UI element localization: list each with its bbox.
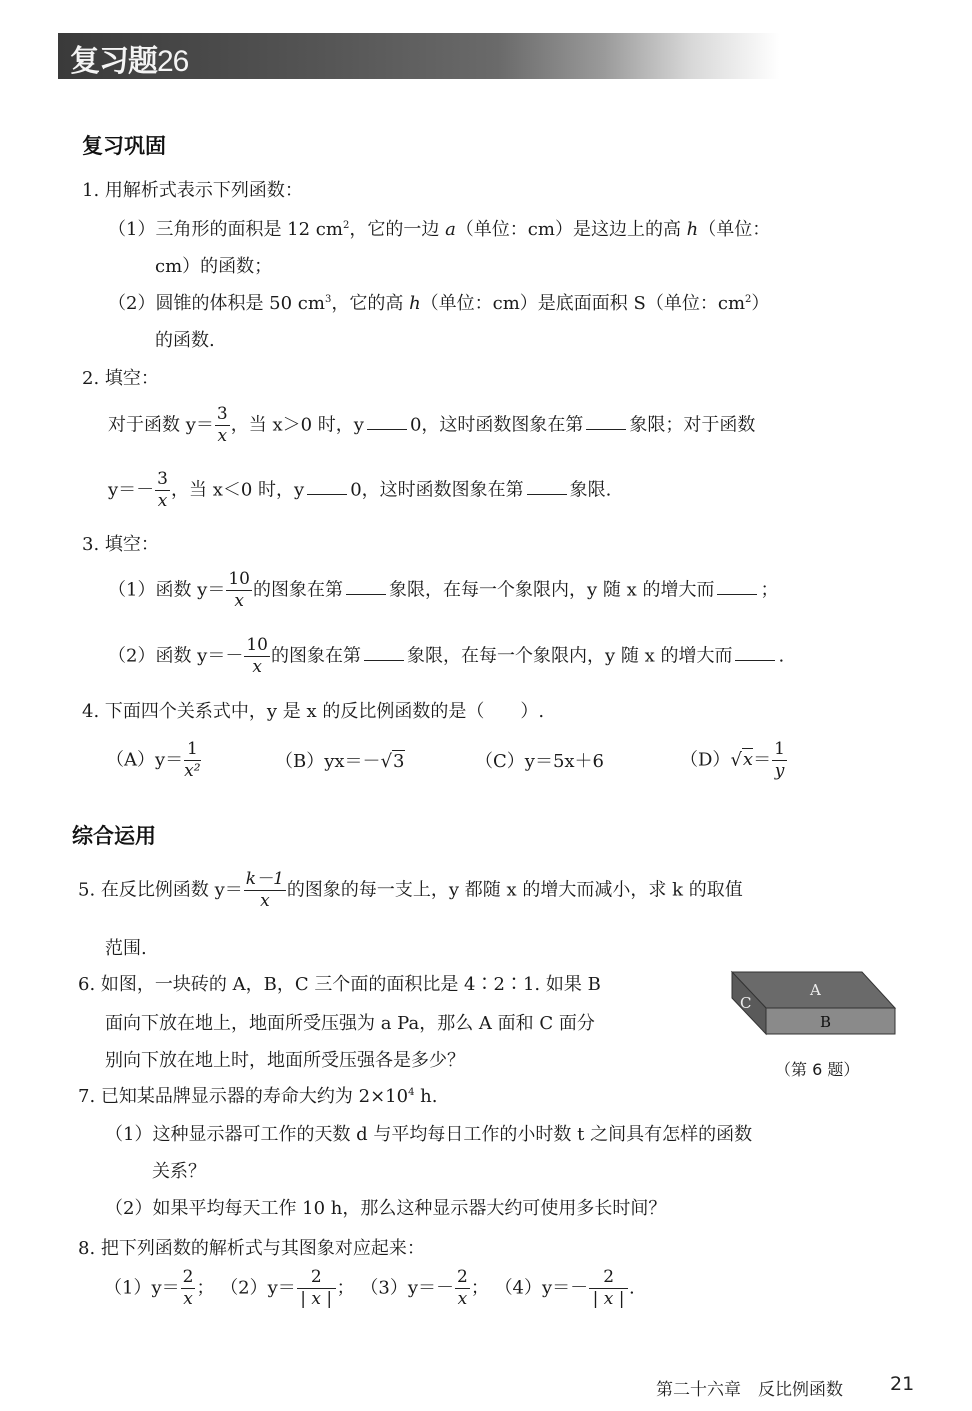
text: （单位：cm）是底面面积 S（单位：cm	[420, 293, 746, 314]
q1-part1-line1	[108, 221, 770, 239]
footer-chapter: 第二十六章 反比例函数	[656, 1380, 843, 1400]
denominator: x	[157, 490, 168, 511]
text: ，当 x＜0 时，y	[171, 479, 305, 501]
numerator: 2	[457, 1267, 468, 1287]
denominator: y	[774, 760, 785, 781]
text: （单位：cm）是这边上的高	[455, 219, 687, 240]
text: 0，这时函数图象在第	[350, 479, 524, 501]
answer-blank[interactable]	[367, 428, 407, 430]
q1-part2-line2: 的函数.	[155, 330, 215, 351]
denominator: x²	[184, 760, 201, 781]
fraction	[297, 1268, 336, 1309]
text: 象限.	[569, 479, 612, 501]
text: ；	[760, 579, 779, 601]
q5-line1	[78, 870, 743, 911]
answer-blank[interactable]	[364, 659, 404, 661]
numerator: 3	[157, 469, 168, 489]
q6-line2: 面向下放在地上，地面所受压强为 a Pa，那么 A 面和 C 面分	[105, 1013, 595, 1034]
page-number: 21	[890, 1373, 915, 1395]
radicand: x	[742, 749, 754, 771]
text: （3）y＝－	[360, 1277, 454, 1299]
text: ；	[196, 1277, 215, 1299]
denominator: x	[217, 425, 228, 446]
numerator: 3	[216, 404, 228, 424]
q3-part1	[108, 570, 778, 611]
numerator: 1	[774, 739, 785, 759]
q6-line1: 6. 如图，一块砖的 A，B，C 三个面的面积比是 4∶2∶1. 如果 B	[78, 974, 601, 995]
text: 的图象在第	[252, 579, 343, 601]
face-c-label: C	[740, 994, 752, 1012]
numerator: 2	[182, 1267, 194, 1287]
face-a-label: A	[810, 981, 821, 999]
text: （A）y＝	[106, 749, 184, 771]
numerator: 2	[589, 1268, 628, 1289]
fraction	[181, 1268, 196, 1309]
brick-figure	[730, 968, 900, 1038]
denominator: | x |	[592, 1288, 625, 1309]
text: （2）圆锥的体积是 50 cm	[108, 293, 325, 314]
banner-number: 26	[157, 45, 189, 78]
section-heading-review: 复习巩固	[82, 134, 166, 158]
variable: h	[686, 219, 699, 240]
q4-option-d: （D）√x＝ $\frac{1}{y}$	[680, 739, 785, 781]
text: ，它的一边	[349, 219, 446, 240]
text: （2）函数 y＝－	[108, 645, 244, 667]
q4-option-c: （C）y＝5x＋6	[475, 751, 604, 772]
banner-title	[70, 36, 188, 80]
q4-stem: 4. 下面四个关系式中，y 是 x 的反比例函数的是（ ）.	[82, 701, 545, 722]
q7-part1-line1: （1）这种显示器可工作的天数 d 与平均每日工作的小时数 t 之间具有怎样的函数	[105, 1124, 753, 1145]
q1-part1-line2: cm）的函数；	[155, 256, 273, 277]
q2-line1	[108, 405, 755, 446]
text: ＝	[753, 749, 772, 771]
text: （D）	[680, 749, 731, 771]
q1-stem: 1. 用解析式表示下列函数：	[82, 180, 303, 201]
radicand: 3	[393, 751, 405, 772]
q5-line2: 范围.	[105, 938, 147, 959]
q7-part2: （2）如果平均每天工作 10 h，那么这种显示器大约可使用多长时间？	[105, 1198, 667, 1219]
numerator: 10	[246, 635, 268, 655]
text: 象限；对于函数	[629, 414, 756, 436]
superscript: 2	[342, 220, 350, 231]
text: ）	[751, 293, 770, 314]
fraction	[589, 1268, 628, 1309]
text: 7. 已知某品牌显示器的寿命大约为 2×10	[78, 1086, 409, 1107]
denominator: x	[234, 590, 244, 611]
text: （单位：	[698, 219, 771, 240]
text: 象限，在每一个象限内，y 随 x 的增大而	[406, 645, 733, 667]
fraction	[184, 740, 200, 781]
q1-part2-line1	[108, 295, 769, 313]
answer-blank[interactable]	[527, 493, 567, 495]
banner-title-text: 复习题	[70, 44, 157, 79]
text: 对于函数 y＝	[108, 414, 214, 436]
q8-items	[104, 1268, 635, 1309]
text: ；	[336, 1277, 355, 1299]
numerator: 10	[228, 569, 250, 589]
numerator: k－1	[245, 869, 284, 889]
q7-stem	[78, 1088, 437, 1106]
denominator: x	[252, 656, 262, 677]
figure-caption: （第 6 题）	[775, 1060, 860, 1079]
answer-blank[interactable]	[735, 659, 775, 661]
superscript: 4	[408, 1087, 415, 1098]
text: （2）y＝	[220, 1277, 296, 1299]
q2-stem: 2. 填空：	[82, 368, 159, 389]
fraction	[772, 740, 787, 781]
text: ；	[470, 1277, 489, 1299]
answer-blank[interactable]	[307, 493, 347, 495]
text: （1）三角形的面积是 12 cm	[108, 219, 343, 240]
text: 5. 在反比例函数 y＝	[78, 879, 243, 901]
denominator: | x |	[300, 1288, 333, 1309]
answer-blank[interactable]	[346, 593, 386, 595]
answer-blank[interactable]	[586, 428, 626, 430]
text: ，当 x＞0 时，y	[230, 414, 364, 436]
superscript: 2	[745, 294, 752, 305]
fraction	[244, 870, 286, 911]
text: （1）函数 y＝	[108, 579, 226, 601]
fraction	[215, 405, 230, 446]
text: 0，这时函数图象在第	[409, 414, 584, 436]
text: ，它的高	[331, 293, 410, 314]
denominator: x	[457, 1288, 468, 1309]
answer-blank[interactable]	[717, 593, 757, 595]
fraction	[155, 470, 170, 511]
text: （4）y＝－	[494, 1277, 589, 1299]
q4-option-b: （B）yx＝－√3	[275, 751, 405, 772]
text: 的图象的每一支上，y 都随 x 的增大而减小，求 k 的取值	[286, 879, 743, 901]
text: （1）y＝	[104, 1277, 180, 1299]
fraction	[455, 1268, 470, 1309]
variable: a	[445, 219, 456, 240]
q4-option-a	[106, 740, 202, 781]
q3-stem: 3. 填空：	[82, 534, 159, 555]
brick-icon	[730, 968, 900, 1038]
q8-stem: 8. 把下列函数的解析式与其图象对应起来：	[78, 1238, 425, 1259]
variable: h	[409, 293, 421, 314]
denominator: x	[260, 890, 270, 911]
text: .	[778, 645, 785, 667]
fraction	[244, 636, 270, 677]
text: y＝－	[108, 479, 155, 501]
text: 象限，在每一个象限内，y 随 x 的增大而	[388, 579, 715, 601]
text: 的图象在第	[270, 645, 361, 667]
numerator: 1	[184, 740, 200, 761]
face-b-label: B	[820, 1013, 832, 1031]
q2-line2	[108, 470, 611, 511]
section-heading-application: 综合运用	[72, 824, 156, 848]
q6-line3: 别向下放在地上时，地面所受压强各是多少？	[105, 1050, 465, 1071]
q3-part2	[108, 636, 784, 677]
text: （B）yx＝－	[275, 751, 381, 772]
text: h.	[414, 1086, 438, 1107]
numerator: 2	[297, 1268, 336, 1289]
superscript: 3	[324, 294, 332, 305]
denominator: x	[183, 1288, 193, 1309]
text: .	[629, 1277, 635, 1299]
title-banner	[58, 33, 938, 79]
fraction	[226, 570, 252, 611]
q7-part1-line2: 关系？	[152, 1161, 206, 1182]
